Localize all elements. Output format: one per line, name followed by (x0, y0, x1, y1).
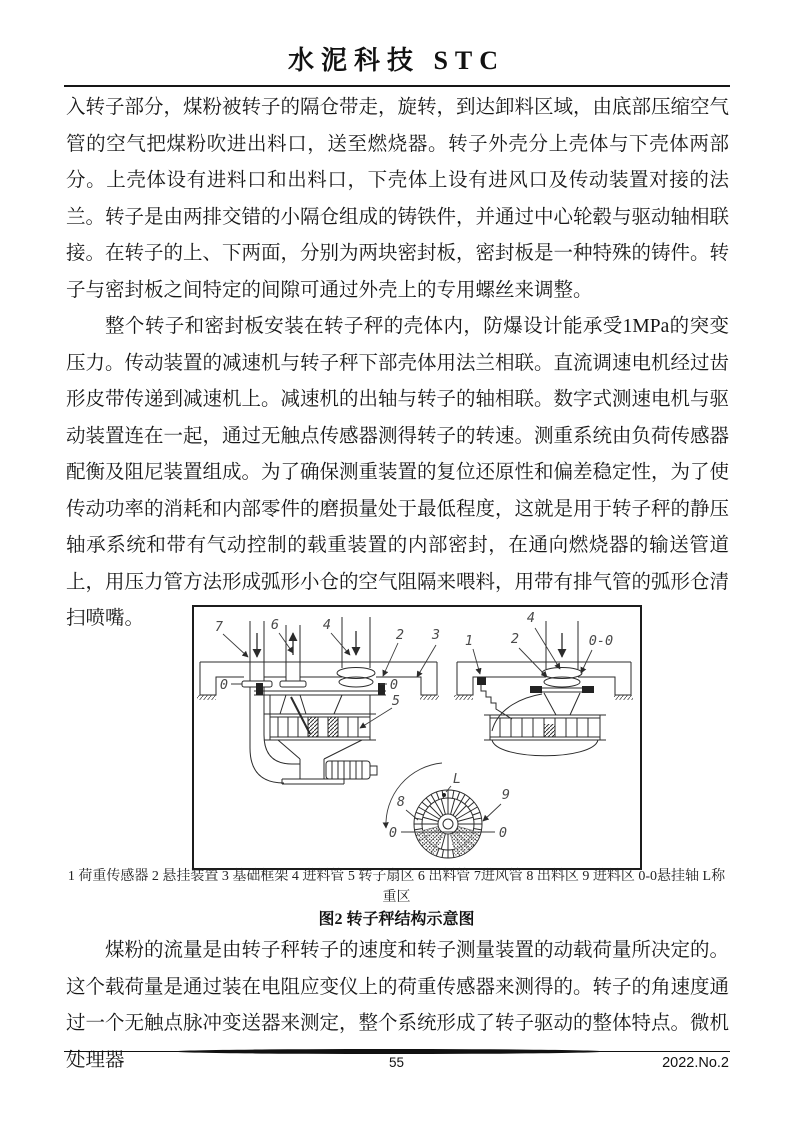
figure-legend: 1 荷重传感器 2 悬挂装置 3 基础框架 4 进料管 5 转子扇区 6 出料管 7进风管 8 出料区 9 进料区 0-0悬挂轴 L称重区 (67, 869, 726, 905)
ground-hatch (420, 695, 439, 700)
diagram-label-2-right: 2 (510, 631, 520, 647)
diagram-label-0-left: 0 (219, 677, 229, 693)
diagram-label-1: 1 (464, 633, 474, 649)
left-section-view (197, 617, 440, 784)
journal-title: 水泥科技 STC (287, 46, 506, 75)
page-number: 55 (388, 1055, 405, 1070)
diagram-label-2: 2 (395, 627, 405, 643)
paragraph-continuation: 入转子部分，煤粉被转子的隔仓带走，旋转，到达卸料区域，由底部压缩空气管的空气把煤粉吹进出料口，送至燃烧器。转子外壳分上壳体与下壳体两部分。上壳体设有进料口和出料口，下壳体上设有进风口及传动装置对接的法兰。转子是由两排交错的小隔仓组成的铸铁件，并通过中心轮毂与驱动轴相联接。在转子的上、下两面，分别为两块密封板，密封板是一种特殊的铸件。转子与密封板之间特定的间隙可通过外壳上的专用螺丝来调整。 (66, 97, 730, 301)
rotor-wheel-view (414, 790, 482, 858)
load-sensor (477, 677, 486, 685)
ground-hatch (614, 695, 633, 700)
diagram-label-8: 8 (396, 794, 406, 810)
diagram-label-3: 3 (431, 627, 441, 643)
diagram-label-L: L (452, 771, 462, 787)
ground-hatch (197, 695, 216, 700)
article-body-upper (66, 90, 729, 638)
diagram-label-9: 9 (501, 787, 511, 803)
issue-label: 2022.No.2 (662, 1055, 729, 1071)
drive-motor (326, 761, 370, 779)
paragraph-rotor-assembly: 整个转子和密封板安装在转子秤的壳体内，防爆设计能承受1MPa的突变压力。传动装置的减速机与转子秤下部壳体用法兰相联。直流调速电机经过齿形皮带传递到减速机上。减速机的出轴与转子的轴相联。数字式测速电机与驱动装置连在一起，通过无触点传感器测得转子的转速。测重系统由负荷传感器配衡及阻尼装置组成。为了确保测重装置的复位还原性和偏差稳定性，为了使传动功率的消耗和内部零件的磨损量处于最低程度，这就是用于转子秤的静压轴承系统和带有气动控制的载重装置的内部密封，在通向燃烧器的输送管道上，用压力管方法形成弧形小仓的空气阻隔来喂料，用带有排气管的弧形仓清扫喷嘴。 (66, 316, 730, 629)
diagram-label-wheel-0-right: 0 (498, 825, 508, 841)
diagram-label-wheel-0-left: 0 (388, 825, 398, 841)
ground-hatch (454, 695, 473, 700)
footer-rule-ink-blob (174, 1049, 604, 1054)
rotation-arrow (386, 763, 442, 828)
diagram-label-7: 7 (214, 619, 224, 635)
diagram-label-0-0: 0-0 (588, 633, 614, 649)
figure-caption: 图2 转子秤结构示意图 (318, 911, 475, 928)
diagram-label-5: 5 (391, 693, 401, 709)
rotor-scale-diagram (194, 607, 640, 868)
figure-2-box (192, 605, 642, 870)
paragraph-flow-measurement: 煤粉的流量是由转子秤转子的速度和转子测量装置的动载荷量所决定的。这个载荷量是通过装在电阻应变仪上的荷重传感器来测得的。转子的角速度通过一个无触点脉冲变送器来测定，整个系统形成了转子驱动的整体特点。微机处理器 (66, 940, 730, 1071)
diagram-label-0-right: 0 (389, 677, 399, 693)
diagram-label-4: 4 (322, 617, 332, 633)
diagram-label-4-right: 4 (526, 610, 536, 626)
header-rule (64, 85, 730, 87)
diagram-label-6: 6 (270, 617, 280, 633)
right-section-view (454, 610, 633, 756)
